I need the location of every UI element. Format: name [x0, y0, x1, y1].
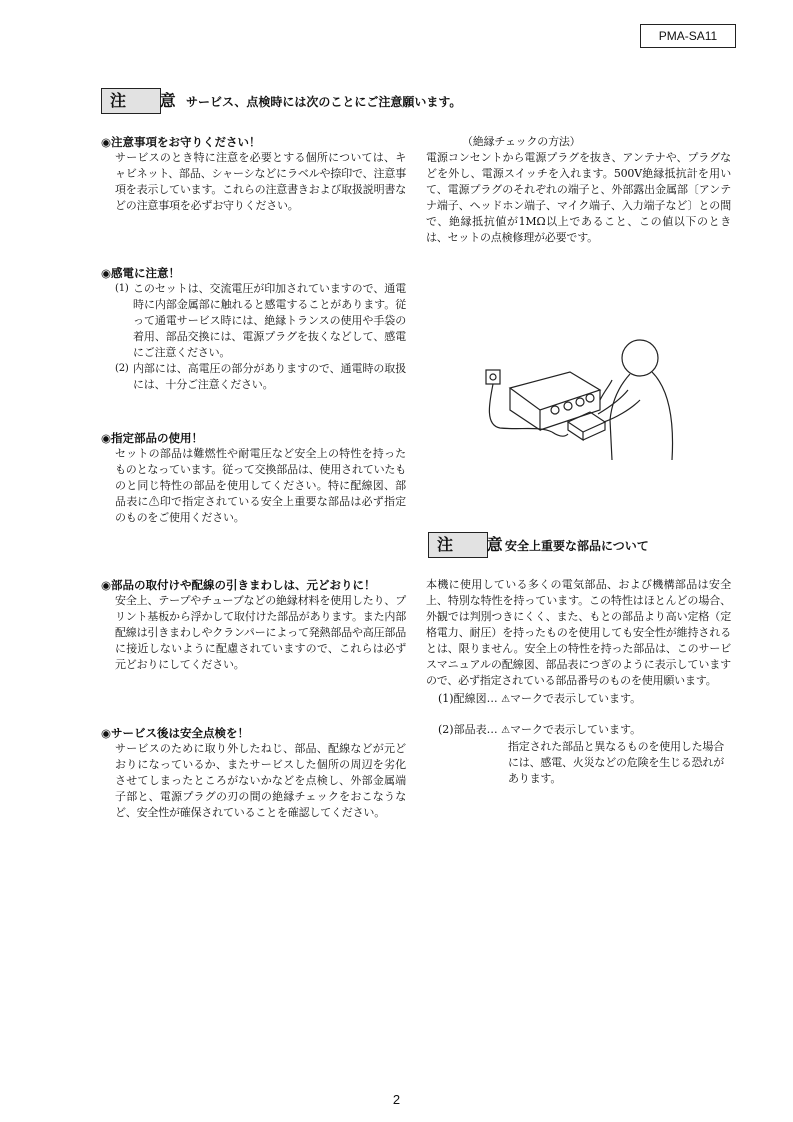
section-wiring	[101, 577, 406, 673]
item-number: (2)	[115, 363, 129, 374]
section-body: 本機に使用している多くの電気部品、および機構部品は安全上、特別な特性を持っています。この特性はほとんどの場合、外観では判別つきにくく、また、もとの部品より高い定格（定格電力、耐圧）を持ったものを使用しても安全性が維持されるとは、限りません。安全上の特性を持った部品は、このサービスマニュアルの配線図、部品表につぎのように表示していますので、必ず指定されている部品番号のものを使用願います。	[426, 578, 731, 687]
section-safety-check	[101, 725, 406, 821]
item-text: このセットは、交流電圧が印加されていますので、通電時に内部金属部に触れると感電することがあります。従って通電サービス時には、絶縁トランスの使用や手袋の着用、部品交換には、電源プラグを抜くなどして、感電にご注意ください。	[133, 282, 406, 359]
list-item	[101, 361, 406, 393]
section-body: サービスのために取り外したねじ、部品、配線などが元どおりになっているか、またサービスした個所の周辺を劣化させてしまったところがないかなどを点検し、外部金属端子部と、電源プラグの刃の間の絶縁チェックをおこなうなど、安全性が確保されていることを確認してください。	[115, 742, 406, 819]
item-label: (1)配線図…	[438, 692, 498, 705]
item-text: マークで表示しています。	[510, 692, 642, 705]
model-number: PMA-SA11	[640, 24, 736, 48]
section-title: 安全上重要な部品について	[505, 539, 649, 553]
caution-tag: 注 意	[428, 532, 488, 558]
section-heading: ◉部品の取付けや配線の引きまわしは、元どおりに！	[101, 578, 376, 592]
section-safety-parts	[426, 577, 731, 787]
list-item	[101, 281, 406, 361]
page-number: 2	[392, 1092, 401, 1107]
section-body: サービスのとき特に注意を必要とする個所については、キャビネット、部品、シャーシなどにラベルや捺印で、注意事項を表示しています。これらの注意書きおよび取扱説明書などの注意事項を必ずお守りください。	[115, 151, 406, 212]
section-heading: （絶縁チェックの方法）	[462, 135, 581, 148]
item-text: マークで表示しています。	[510, 723, 642, 736]
warning-triangle-icon: ⚠	[501, 694, 511, 705]
section-electric-shock	[101, 265, 406, 393]
insulation-test-illustration	[480, 330, 680, 464]
item-text: 内部には、高電圧の部分がありますので、通電時の取扱には、十分ご注意ください。	[133, 362, 406, 391]
caution-tag: 注 意	[101, 88, 161, 114]
section-designated-parts	[101, 430, 406, 526]
section-heading: ◉指定部品の使用！	[101, 431, 204, 445]
item-number: (1)	[115, 283, 129, 294]
list-item	[426, 691, 731, 708]
section-body: 電源コンセントから電源プラグを抜き、アンテナや、プラグなどを外し、電源スイッチを入れます。500V絶縁抵抗計を用いて、電源プラグのそれぞれの端子と、外部露出金属部〔アンテナ端子、ヘッドホン端子、マイク端子、入力端子など〕との間で、絶縁抵抗値が1MΩ以上であること、この値以下のときは、セットの点検修理が必要です。	[426, 151, 731, 244]
section-insulation-check	[426, 134, 731, 246]
section-body: 安全上、テープやチューブなどの絶縁材料を使用したり、プリント基板から浮かして取付けた部品があります。また内部配線は引きまわしやクランパーによって発熱部品や高圧部品に接近しないように配慮されていますので、これらは必ず元どおりにしてください。	[115, 594, 406, 671]
section-precautions	[101, 134, 406, 214]
warning-triangle-icon: ⚠	[501, 725, 511, 736]
section-heading: ◉注意事項をお守りください！	[101, 135, 261, 149]
item-note: 指定された部品と異なるものを使用した場合には、感電、火災などの危険を生じる恐れがあります。	[508, 740, 724, 785]
section-body: セットの部品は難燃性や耐電圧など安全上の特性を持ったものとなっています。従って交換部品は、使用されていたものと同じ特性の部品を使用してください。特に配線図、部品表に⚠印で指定されている安全上重要な部品は必ず指定のものをご使用ください。	[115, 447, 406, 524]
banner-title: サービス、点検時には次のことにご注意願います。	[186, 95, 462, 109]
section-heading: ◉感電に注意！	[101, 266, 181, 280]
list-item	[426, 722, 731, 739]
item-label: (2)部品表…	[438, 723, 498, 736]
section-heading: ◉サービス後は安全点検を！	[101, 726, 250, 740]
